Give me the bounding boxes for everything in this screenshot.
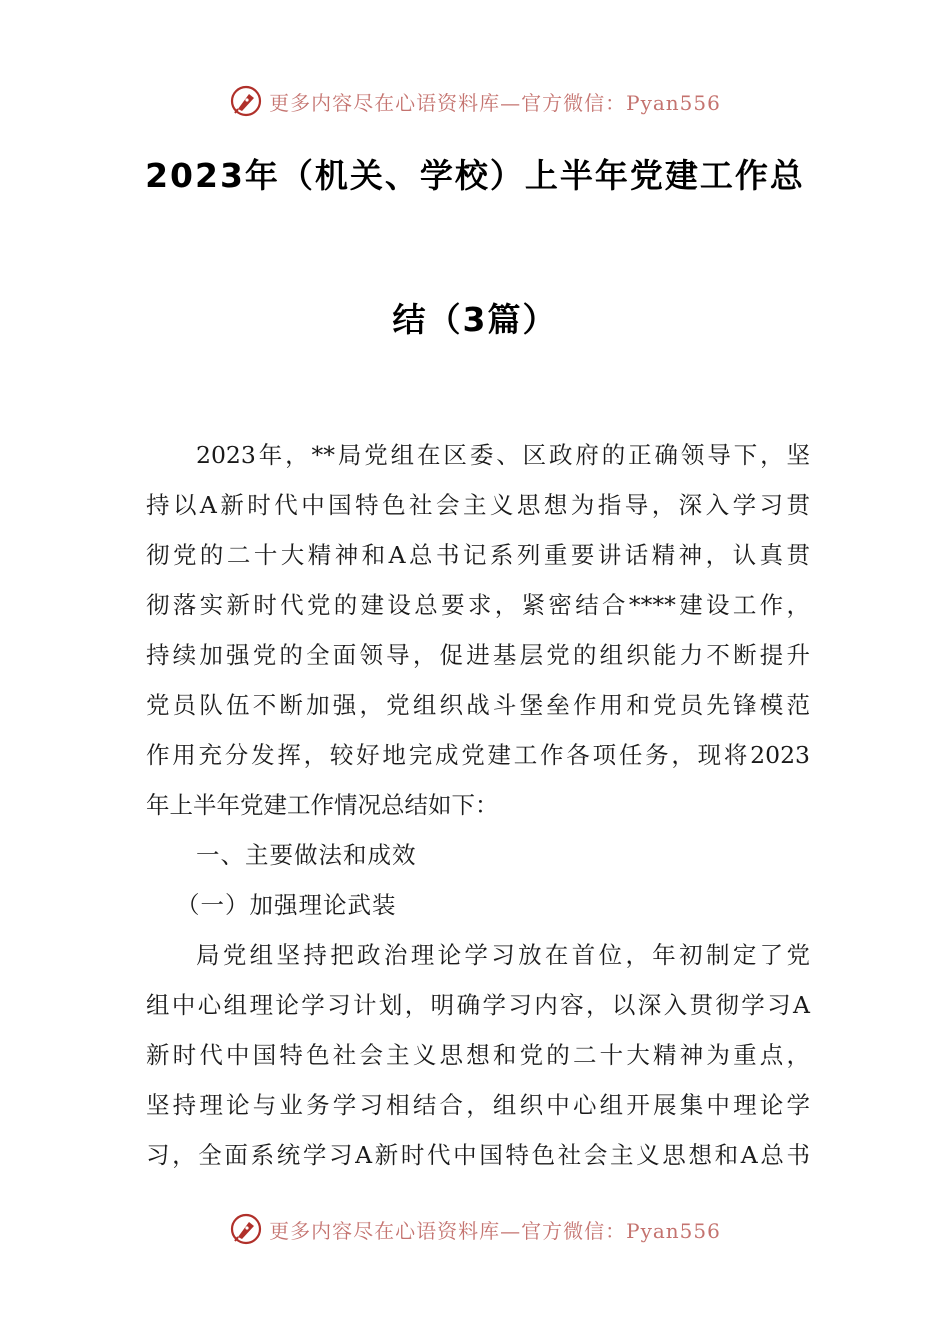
pen-nib-logo-icon xyxy=(229,1212,263,1246)
paragraph-line: 彻党的二十大精神和A总书记系列重要讲话精神，认真贯 xyxy=(146,541,810,569)
paragraph-line: 组中心组理论学习计划，明确学习内容，以深入贯彻学习A xyxy=(146,991,810,1019)
paragraph-line: 2023年，**局党组在区委、区政府的正确领导下，坚 xyxy=(196,441,810,469)
paragraph-line: 习，全面系统学习A新时代中国特色社会主义思想和A总书 xyxy=(146,1141,810,1169)
pen-nib-logo-icon xyxy=(229,84,263,118)
paragraph-line: 持以A新时代中国特色社会主义思想为指导，深入学习贯 xyxy=(146,491,810,519)
document-body xyxy=(146,430,810,1180)
watermark-text: 更多内容尽在心语资料库—官方微信：Pyan556 xyxy=(269,1218,721,1243)
paragraph-line: 新时代中国特色社会主义思想和党的二十大精神为重点， xyxy=(146,1041,810,1069)
paragraph-line: 持续加强党的全面领导，促进基层党的组织能力不断提升 xyxy=(146,641,810,669)
header-watermark xyxy=(0,84,950,118)
paragraph-line: 作用充分发挥，较好地完成党建工作各项任务，现将2023 xyxy=(146,741,810,769)
paragraph-line: 党员队伍不断加强，党组织战斗堡垒作用和党员先锋模范 xyxy=(146,691,810,719)
paragraph-line: 局党组坚持把政治理论学习放在首位，年初制定了党 xyxy=(196,941,810,969)
watermark-text: 更多内容尽在心语资料库—官方微信：Pyan556 xyxy=(269,90,721,115)
footer-watermark xyxy=(0,1212,950,1246)
paragraph-line: 坚持理论与业务学习相结合，组织中心组开展集中理论学 xyxy=(146,1091,810,1119)
section-heading: 一、主要做法和成效 xyxy=(196,841,417,869)
subsection-heading: （一）加强理论武装 xyxy=(176,891,397,919)
document-title-line-2: 结（3篇） xyxy=(392,300,558,339)
paragraph-line: 年上半年党建工作情况总结如下： xyxy=(146,791,499,819)
paragraph-line: 彻落实新时代党的建设总要求，紧密结合****建设工作， xyxy=(146,591,810,619)
document-title-line-1: 2023年（机关、学校）上半年党建工作总 xyxy=(145,156,805,195)
